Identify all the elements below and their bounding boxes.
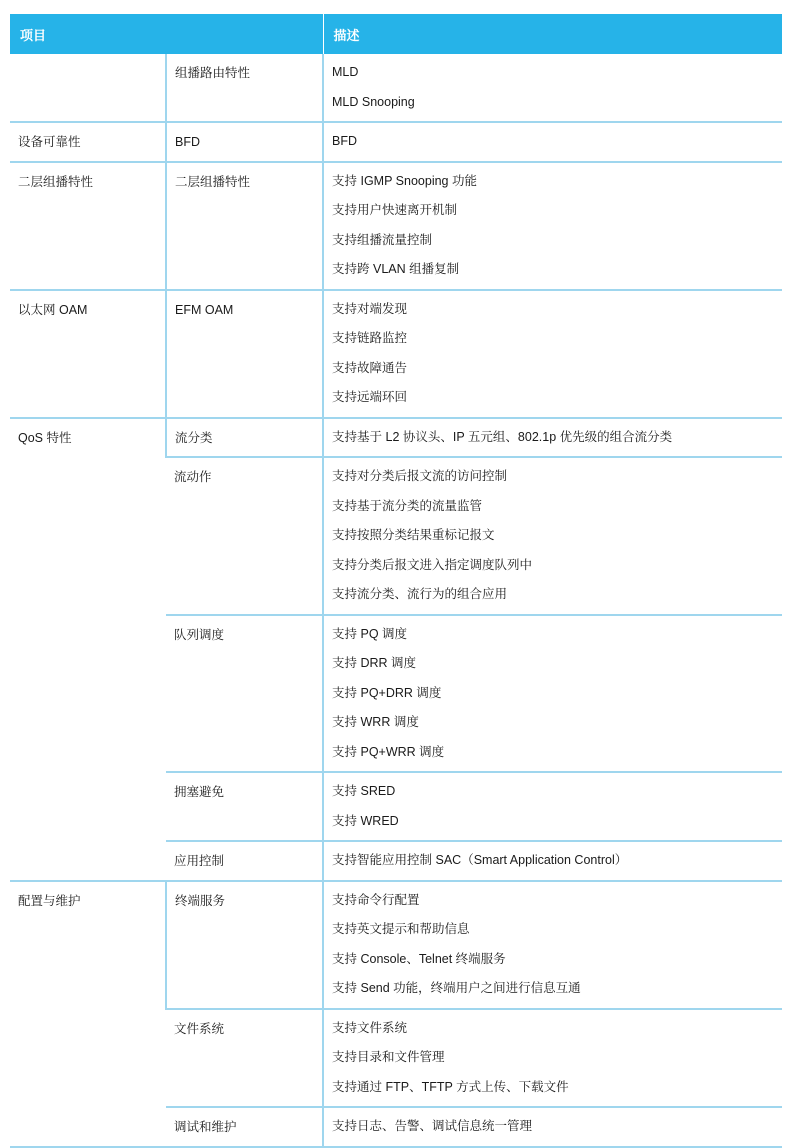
subitem-cell: [166, 881, 323, 1009]
category-label: QoS 特性: [18, 430, 72, 445]
header-desc: 描述: [323, 14, 782, 54]
description-line: 支持组播流量控制: [332, 232, 433, 247]
subitem-cell: [166, 290, 323, 418]
description-line: 支持对分类后报文流的访问控制: [332, 469, 508, 483]
subitem-cell: [166, 457, 323, 615]
description-line: 支持 Console、Telnet 终端服务: [332, 951, 506, 966]
description-line: 支持 PQ 调度: [332, 626, 408, 641]
table-body: [10, 54, 782, 1147]
description-cell: [323, 772, 782, 841]
subitem-label: 组播路由特性: [175, 66, 251, 80]
description-cell: [323, 615, 782, 773]
description-cell: [323, 457, 782, 615]
category-cell: [10, 290, 166, 418]
description-line: 支持 Send 功能，终端用户之间进行信息互通: [332, 981, 581, 995]
subitem-cell: [166, 54, 323, 122]
description-line: 支持链路监控: [332, 331, 408, 345]
table-row: [10, 881, 782, 1009]
description-line: 支持 PQ+DRR 调度: [332, 685, 442, 700]
category-cell: [10, 162, 166, 290]
description-cell: [323, 841, 782, 881]
table-row: [10, 54, 782, 122]
table-row: [10, 122, 782, 162]
description-line: BFD: [332, 134, 358, 148]
category-cell: [10, 881, 166, 1147]
description-line: 支持按照分类结果重标记报文: [332, 528, 495, 542]
subitem-label: EFM OAM: [175, 302, 234, 317]
description-line: 支持命令行配置: [332, 892, 420, 907]
description-cell: [323, 1009, 782, 1108]
description-cell: [323, 162, 782, 290]
description-line: 支持跨 VLAN 组播复制: [332, 262, 460, 276]
subitem-label: 应用控制: [174, 854, 225, 868]
table-row: [10, 290, 782, 418]
category-cell: [10, 122, 166, 162]
description-line: 支持 DRR 调度: [332, 656, 417, 670]
spec-table-container: [10, 14, 782, 1148]
description-line: 支持对端发现: [332, 301, 408, 316]
description-line: 支持流分类、流行为的组合应用: [332, 587, 508, 601]
description-line: MLD Snooping: [332, 94, 415, 109]
subitem-label: 队列调度: [174, 627, 225, 642]
subitem-cell: [166, 772, 323, 841]
subitem-label: 文件系统: [174, 1021, 225, 1036]
description-line: 支持通过 FTP、TFTP 方式上传、下载文件: [332, 1079, 569, 1094]
subitem-cell: [166, 615, 323, 773]
table-header: [10, 14, 782, 54]
description-cell: [323, 122, 782, 162]
subitem-label: 拥塞避免: [174, 785, 225, 799]
subitem-cell: [166, 1009, 323, 1108]
description-line: 支持 WRED: [332, 813, 399, 828]
subitem-label: 流分类: [175, 430, 213, 445]
header-item: 项目: [10, 14, 323, 54]
description-line: 支持用户快速离开机制: [332, 203, 458, 217]
subitem-label: 二层组播特性: [175, 174, 251, 189]
description-line: 支持 SRED: [332, 784, 396, 798]
subitem-label: 流动作: [174, 470, 212, 484]
description-cell: [323, 881, 782, 1009]
description-line: 支持分类后报文进入指定调度队列中: [332, 557, 533, 572]
description-line: 支持日志、告警、调试信息统一管理: [332, 1119, 533, 1133]
description-cell: [323, 418, 782, 458]
category-label: 二层组播特性: [18, 174, 94, 189]
description-cell: [323, 54, 782, 122]
table-row: [10, 418, 782, 458]
description-line: 支持英文提示和帮助信息: [332, 922, 470, 936]
category-label: 配置与维护: [18, 893, 81, 908]
category-cell: [10, 54, 166, 122]
description-line: 支持故障通告: [332, 360, 408, 375]
description-line: MLD: [332, 65, 359, 79]
category-cell: [10, 418, 166, 881]
description-line: 支持基于流分类的流量监管: [332, 498, 483, 513]
subitem-cell: [166, 418, 323, 458]
category-label: [18, 54, 165, 63]
category-label: 设备可靠性: [18, 135, 81, 149]
description-line: 支持基于 L2 协议头、IP 五元组、802.1p 优先级的组合流分类: [332, 429, 673, 444]
description-line: 支持智能应用控制 SAC（Smart Application Control）: [332, 853, 628, 867]
description-line: 支持文件系统: [332, 1020, 408, 1035]
subitem-cell: [166, 162, 323, 290]
description-line: 支持 WRR 调度: [332, 715, 419, 729]
description-cell: [323, 290, 782, 418]
description-line: 支持远端环回: [332, 390, 408, 404]
description-line: 支持 PQ+WRR 调度: [332, 744, 445, 759]
subitem-cell: [166, 122, 323, 162]
subitem-label: BFD: [175, 135, 200, 149]
description-line: 支持目录和文件管理: [332, 1050, 445, 1064]
description-line: 支持 IGMP Snooping 功能: [332, 173, 477, 188]
category-label: 以太网 OAM: [18, 302, 88, 317]
subitem-cell: [166, 841, 323, 881]
spec-table: [10, 14, 782, 1148]
table-row: [10, 162, 782, 290]
subitem-label: 调试和维护: [174, 1120, 237, 1134]
subitem-label: 终端服务: [175, 893, 226, 908]
